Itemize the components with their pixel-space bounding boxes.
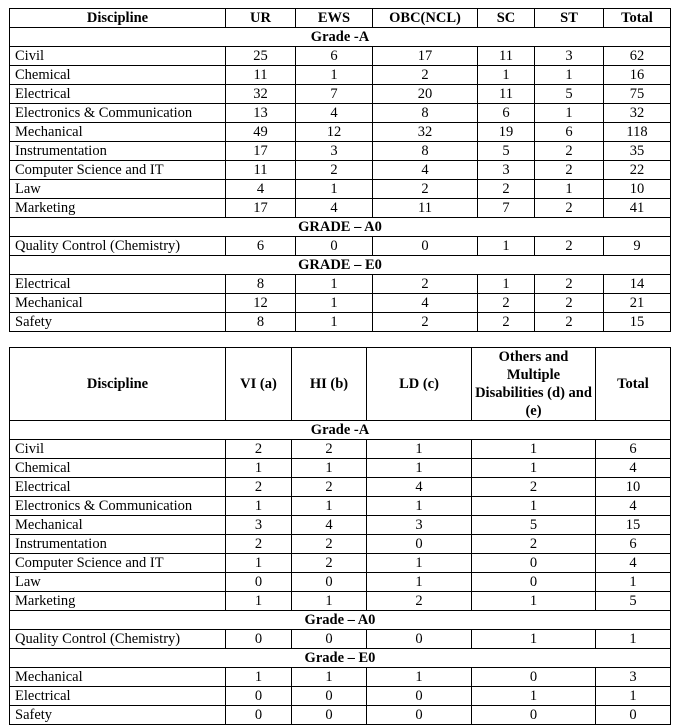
value-cell: 0 xyxy=(596,706,671,725)
value-cell: 17 xyxy=(226,142,296,161)
table-row xyxy=(10,199,671,218)
discipline-cell: Electronics & Communication xyxy=(10,104,226,123)
pwbd-vacancy-table xyxy=(9,347,671,725)
value-cell: 1 xyxy=(478,237,535,256)
discipline-cell: Instrumentation xyxy=(10,142,226,161)
value-cell: 3 xyxy=(596,668,671,687)
value-cell: 8 xyxy=(226,313,296,332)
vacancy-category-table xyxy=(9,8,671,332)
value-cell: 8 xyxy=(373,142,478,161)
value-cell: 1 xyxy=(535,104,604,123)
table-row xyxy=(10,85,671,104)
value-cell: 0 xyxy=(472,668,596,687)
discipline-cell: Quality Control (Chemistry) xyxy=(10,630,226,649)
value-cell: 0 xyxy=(367,630,472,649)
discipline-cell: Electrical xyxy=(10,478,226,497)
value-cell: 1 xyxy=(472,459,596,478)
pwbd-vacancy-table-body xyxy=(10,421,671,725)
grade-heading: GRADE – A0 xyxy=(10,218,671,237)
table-row xyxy=(10,123,671,142)
value-cell: 1 xyxy=(367,668,472,687)
discipline-cell: Electronics & Communication xyxy=(10,497,226,516)
discipline-cell: Chemical xyxy=(10,66,226,85)
table-row xyxy=(10,592,671,611)
value-cell: 1 xyxy=(367,554,472,573)
table-row xyxy=(10,237,671,256)
header-discipline: Discipline xyxy=(10,9,226,28)
value-cell: 11 xyxy=(373,199,478,218)
value-cell: 2 xyxy=(292,478,367,497)
value-cell: 15 xyxy=(596,516,671,535)
value-cell: 1 xyxy=(472,687,596,706)
discipline-cell: Computer Science and IT xyxy=(10,161,226,180)
value-cell: 2 xyxy=(535,313,604,332)
discipline-cell: Mechanical xyxy=(10,123,226,142)
value-cell: 4 xyxy=(292,516,367,535)
value-cell: 62 xyxy=(604,47,671,66)
value-cell: 15 xyxy=(604,313,671,332)
value-cell: 2 xyxy=(535,275,604,294)
value-cell: 3 xyxy=(226,516,292,535)
value-cell: 1 xyxy=(596,573,671,592)
value-cell: 1 xyxy=(226,497,292,516)
value-cell: 0 xyxy=(373,237,478,256)
value-cell: 2 xyxy=(478,294,535,313)
value-cell: 1 xyxy=(472,630,596,649)
grade-heading: Grade – E0 xyxy=(10,649,671,668)
grade-heading: Grade -A xyxy=(10,28,671,47)
value-cell: 2 xyxy=(535,294,604,313)
value-cell: 5 xyxy=(478,142,535,161)
value-cell: 1 xyxy=(226,668,292,687)
value-cell: 13 xyxy=(226,104,296,123)
table-row xyxy=(10,687,671,706)
value-cell: 1 xyxy=(292,497,367,516)
value-cell: 1 xyxy=(367,497,472,516)
value-cell: 2 xyxy=(535,237,604,256)
table-row xyxy=(10,142,671,161)
value-cell: 2 xyxy=(226,440,292,459)
value-cell: 41 xyxy=(604,199,671,218)
value-cell: 0 xyxy=(292,573,367,592)
value-cell: 32 xyxy=(373,123,478,142)
table-row xyxy=(10,554,671,573)
value-cell: 1 xyxy=(292,668,367,687)
value-cell: 10 xyxy=(596,478,671,497)
table-row xyxy=(10,275,671,294)
value-cell: 8 xyxy=(373,104,478,123)
vacancy-category-table-body xyxy=(10,28,671,332)
value-cell: 0 xyxy=(292,706,367,725)
value-cell: 32 xyxy=(604,104,671,123)
table-row xyxy=(10,440,671,459)
value-cell: 1 xyxy=(367,440,472,459)
header-ews: EWS xyxy=(296,9,373,28)
value-cell: 11 xyxy=(478,47,535,66)
value-cell: 0 xyxy=(472,706,596,725)
value-cell: 1 xyxy=(535,180,604,199)
value-cell: 2 xyxy=(373,66,478,85)
discipline-cell: Mechanical xyxy=(10,668,226,687)
value-cell: 0 xyxy=(226,706,292,725)
value-cell: 5 xyxy=(596,592,671,611)
value-cell: 2 xyxy=(292,440,367,459)
discipline-cell: Civil xyxy=(10,47,226,66)
grade-heading: Grade -A xyxy=(10,421,671,440)
discipline-cell: Electrical xyxy=(10,85,226,104)
value-cell: 2 xyxy=(367,592,472,611)
value-cell: 7 xyxy=(296,85,373,104)
value-cell: 2 xyxy=(478,180,535,199)
header-total: Total xyxy=(604,9,671,28)
value-cell: 2 xyxy=(373,275,478,294)
table-row xyxy=(10,497,671,516)
value-cell: 118 xyxy=(604,123,671,142)
value-cell: 6 xyxy=(535,123,604,142)
value-cell: 12 xyxy=(226,294,296,313)
table-header-row xyxy=(10,348,671,421)
grade-row xyxy=(10,218,671,237)
discipline-cell: Mechanical xyxy=(10,294,226,313)
discipline-cell: Quality Control (Chemistry) xyxy=(10,237,226,256)
value-cell: 0 xyxy=(292,630,367,649)
value-cell: 1 xyxy=(292,592,367,611)
discipline-cell: Electrical xyxy=(10,687,226,706)
value-cell: 4 xyxy=(596,554,671,573)
value-cell: 0 xyxy=(472,573,596,592)
value-cell: 6 xyxy=(226,237,296,256)
table-row xyxy=(10,706,671,725)
header-obc-ncl: OBC(NCL) xyxy=(373,9,478,28)
value-cell: 14 xyxy=(604,275,671,294)
grade-row xyxy=(10,256,671,275)
value-cell: 4 xyxy=(367,478,472,497)
value-cell: 4 xyxy=(373,161,478,180)
value-cell: 4 xyxy=(596,497,671,516)
value-cell: 17 xyxy=(373,47,478,66)
value-cell: 2 xyxy=(292,535,367,554)
table-row xyxy=(10,573,671,592)
value-cell: 20 xyxy=(373,85,478,104)
value-cell: 3 xyxy=(367,516,472,535)
header-others-multiple: Others and Multiple Disabilities (d) and (e) xyxy=(472,348,596,421)
value-cell: 2 xyxy=(535,142,604,161)
grade-row xyxy=(10,649,671,668)
value-cell: 1 xyxy=(296,180,373,199)
value-cell: 0 xyxy=(292,687,367,706)
discipline-cell: Marketing xyxy=(10,199,226,218)
value-cell: 49 xyxy=(226,123,296,142)
value-cell: 1 xyxy=(296,294,373,313)
value-cell: 4 xyxy=(296,199,373,218)
value-cell: 3 xyxy=(478,161,535,180)
value-cell: 35 xyxy=(604,142,671,161)
value-cell: 10 xyxy=(604,180,671,199)
value-cell: 8 xyxy=(226,275,296,294)
value-cell: 0 xyxy=(367,535,472,554)
discipline-cell: Safety xyxy=(10,313,226,332)
value-cell: 4 xyxy=(296,104,373,123)
value-cell: 1 xyxy=(367,459,472,478)
header-hi: HI (b) xyxy=(292,348,367,421)
discipline-cell: Law xyxy=(10,180,226,199)
value-cell: 1 xyxy=(292,459,367,478)
table-row xyxy=(10,459,671,478)
discipline-cell: Electrical xyxy=(10,275,226,294)
value-cell: 6 xyxy=(478,104,535,123)
value-cell: 2 xyxy=(472,478,596,497)
value-cell: 1 xyxy=(472,592,596,611)
header-ur: UR xyxy=(226,9,296,28)
value-cell: 25 xyxy=(226,47,296,66)
grade-row xyxy=(10,28,671,47)
value-cell: 32 xyxy=(226,85,296,104)
table-header-row xyxy=(10,9,671,28)
header-discipline: Discipline xyxy=(10,348,226,421)
value-cell: 1 xyxy=(472,497,596,516)
value-cell: 1 xyxy=(296,66,373,85)
table-row xyxy=(10,630,671,649)
value-cell: 1 xyxy=(472,440,596,459)
value-cell: 0 xyxy=(367,706,472,725)
value-cell: 2 xyxy=(292,554,367,573)
value-cell: 5 xyxy=(535,85,604,104)
value-cell: 1 xyxy=(478,66,535,85)
discipline-cell: Mechanical xyxy=(10,516,226,535)
value-cell: 1 xyxy=(478,275,535,294)
value-cell: 2 xyxy=(535,161,604,180)
header-ld: LD (c) xyxy=(367,348,472,421)
value-cell: 2 xyxy=(472,535,596,554)
value-cell: 1 xyxy=(296,313,373,332)
value-cell: 0 xyxy=(226,687,292,706)
value-cell: 1 xyxy=(226,459,292,478)
table-row xyxy=(10,478,671,497)
discipline-cell: Safety xyxy=(10,706,226,725)
value-cell: 4 xyxy=(373,294,478,313)
discipline-cell: Civil xyxy=(10,440,226,459)
table-row xyxy=(10,47,671,66)
table-row xyxy=(10,313,671,332)
value-cell: 6 xyxy=(596,440,671,459)
value-cell: 7 xyxy=(478,199,535,218)
value-cell: 2 xyxy=(478,313,535,332)
discipline-cell: Marketing xyxy=(10,592,226,611)
value-cell: 1 xyxy=(226,592,292,611)
table-row xyxy=(10,294,671,313)
value-cell: 1 xyxy=(535,66,604,85)
value-cell: 17 xyxy=(226,199,296,218)
table-row xyxy=(10,66,671,85)
value-cell: 6 xyxy=(596,535,671,554)
value-cell: 22 xyxy=(604,161,671,180)
header-vi: VI (a) xyxy=(226,348,292,421)
value-cell: 0 xyxy=(296,237,373,256)
table-row xyxy=(10,161,671,180)
value-cell: 5 xyxy=(472,516,596,535)
value-cell: 11 xyxy=(478,85,535,104)
value-cell: 4 xyxy=(226,180,296,199)
header-sc: SC xyxy=(478,9,535,28)
value-cell: 9 xyxy=(604,237,671,256)
grade-row xyxy=(10,421,671,440)
value-cell: 6 xyxy=(296,47,373,66)
value-cell: 16 xyxy=(604,66,671,85)
table-row xyxy=(10,535,671,554)
grade-row xyxy=(10,611,671,630)
value-cell: 2 xyxy=(535,199,604,218)
value-cell: 2 xyxy=(296,161,373,180)
value-cell: 2 xyxy=(226,478,292,497)
value-cell: 75 xyxy=(604,85,671,104)
table-row xyxy=(10,180,671,199)
grade-heading: GRADE – E0 xyxy=(10,256,671,275)
header-st: ST xyxy=(535,9,604,28)
value-cell: 1 xyxy=(596,687,671,706)
table-row xyxy=(10,668,671,687)
value-cell: 4 xyxy=(596,459,671,478)
value-cell: 1 xyxy=(296,275,373,294)
value-cell: 12 xyxy=(296,123,373,142)
grade-heading: Grade – A0 xyxy=(10,611,671,630)
value-cell: 2 xyxy=(373,180,478,199)
value-cell: 3 xyxy=(296,142,373,161)
value-cell: 0 xyxy=(226,573,292,592)
discipline-cell: Computer Science and IT xyxy=(10,554,226,573)
value-cell: 3 xyxy=(535,47,604,66)
value-cell: 21 xyxy=(604,294,671,313)
header-total: Total xyxy=(596,348,671,421)
value-cell: 1 xyxy=(596,630,671,649)
discipline-cell: Chemical xyxy=(10,459,226,478)
discipline-cell: Law xyxy=(10,573,226,592)
discipline-cell: Instrumentation xyxy=(10,535,226,554)
value-cell: 2 xyxy=(373,313,478,332)
value-cell: 0 xyxy=(472,554,596,573)
value-cell: 0 xyxy=(367,687,472,706)
value-cell: 2 xyxy=(226,535,292,554)
table-row xyxy=(10,104,671,123)
value-cell: 1 xyxy=(367,573,472,592)
value-cell: 11 xyxy=(226,161,296,180)
value-cell: 19 xyxy=(478,123,535,142)
value-cell: 11 xyxy=(226,66,296,85)
value-cell: 1 xyxy=(226,554,292,573)
table-row xyxy=(10,516,671,535)
value-cell: 0 xyxy=(226,630,292,649)
